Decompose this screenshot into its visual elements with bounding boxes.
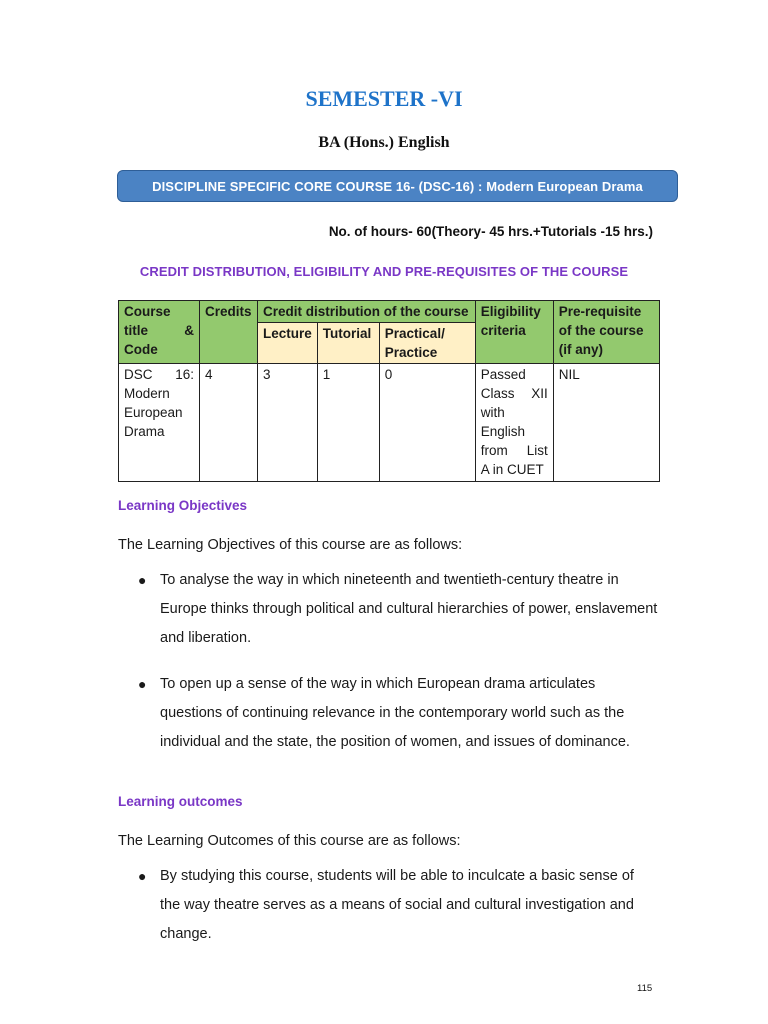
cell-eligibility [475,364,553,482]
header-tutorial: Tutorial [317,323,379,364]
cell-course-line: European [124,405,183,420]
header-practical [379,323,475,364]
header-prerequisite-line: Pre-requisite [558,304,642,319]
cell-eligibility-line: from List [480,443,548,458]
header-credits: Credits [200,301,258,364]
header-course-title [119,301,200,364]
cell-eligibility-line: Class XII [480,386,548,401]
header-eligibility [475,301,553,364]
course-banner [117,170,678,202]
list-item [138,566,658,653]
header-prerequisite-line: (if any) [558,342,604,357]
cell-course-line: DSC 16: [124,367,194,382]
header-practical-line: Practical/ [384,326,445,341]
header-eligibility-line: Eligibility [480,304,541,319]
course-banner-label: DISCIPLINE SPECIFIC CORE COURSE 16- (DSC-16) : Modern European Drama [152,178,643,194]
bullet-icon: ● [138,676,147,692]
semester-title: SEMESTER -VI [305,86,463,111]
cell-eligibility-line: A in CUET [480,462,544,477]
credit-distribution-table [118,300,660,482]
header-lecture: Lecture [258,323,318,364]
header-course-title-line: Course [124,304,171,319]
list-item-text: By studying this course, students will be able to inculcate a basic sense of the way theatre serves as a means of social and cultural investigation and change. [160,868,634,942]
bullet-icon: ● [138,868,147,884]
header-eligibility-line: criteria [480,323,526,338]
cell-practical: 0 [379,364,475,482]
header-credit-distribution: Credit distribution of the course [258,301,476,323]
cell-course-line: Drama [124,424,165,439]
cell-course-code [119,364,200,482]
cell-tutorial: 1 [317,364,379,482]
header-course-title-line: title & [124,323,194,338]
cell-prerequisite: NIL [553,364,659,482]
bullet-icon: ● [138,572,147,588]
header-prerequisite [553,301,659,364]
table-header-row [119,301,660,323]
course-hours: No. of hours- 60(Theory- 45 hrs.+Tutorials -15 hrs.) [328,224,653,239]
cell-eligibility-line: with [480,405,505,420]
header-prerequisite-line: of the course [558,323,644,338]
program-title: BA (Hons.) English [318,134,450,151]
header-course-title-line: Code [124,342,158,357]
list-item [138,862,658,949]
list-item [138,670,658,757]
list-item-text: To analyse the way in which nineteenth and twentieth-century theatre in Europe thinks through political and cultural hierarchies of power, enslavement and liberation. [160,572,658,646]
list-item-text: To open up a sense of the way in which European drama articulates questions of continuing relevance in the contemporary world such as the individual and the state, the position of women, and issues of dominance. [160,676,630,750]
learning-objectives-intro: The Learning Objectives of this course are as follows: [118,537,463,553]
cell-course-line: Modern [124,386,170,401]
learning-objectives-heading: Learning Objectives [118,498,248,513]
table-row [119,364,660,482]
header-practical-line: Practice [384,345,438,360]
learning-outcomes-heading: Learning outcomes [118,794,243,809]
cell-eligibility-line: English [480,424,526,439]
credit-distribution-heading: CREDIT DISTRIBUTION, ELIGIBILITY AND PRE-REQUISITES OF THE COURSE [139,264,629,279]
cell-credits: 4 [200,364,258,482]
cell-eligibility-line: Passed [480,367,526,382]
learning-outcomes-intro: The Learning Outcomes of this course are as follows: [118,833,461,849]
cell-lecture: 3 [258,364,318,482]
page-number: 115 [637,983,653,994]
